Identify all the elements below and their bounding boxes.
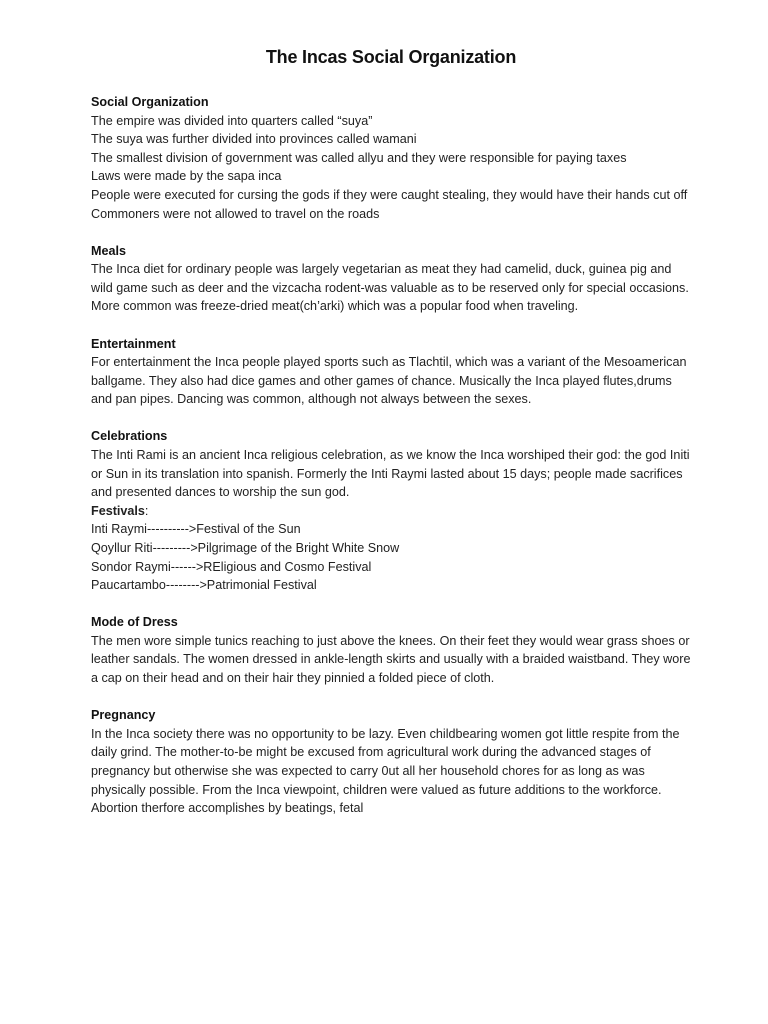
text-line: The suya was further divided into provinces called wamani [91, 132, 417, 147]
section-entertainment [91, 335, 691, 409]
section-mode-of-dress [91, 613, 691, 687]
section-social-organization [91, 93, 691, 223]
festival-item: Sondor Raymi------>REligious and Cosmo Festival [91, 559, 372, 574]
festival-item: Qoyllur Riti--------->Pilgrimage of the Bright White Snow [91, 540, 400, 555]
section-celebrations [91, 427, 691, 594]
section-heading: Celebrations [91, 429, 168, 444]
section-pregnancy [91, 706, 691, 818]
festivals-heading [91, 502, 691, 521]
text-line: The smallest division of government was called allyu and they were responsible for paying taxes [91, 150, 627, 165]
festival-item: Paucartambo-------->Patrimonial Festival [91, 578, 317, 593]
document-page [91, 44, 691, 836]
text-line: People were executed for cursing the gods if they were caught stealing, they would have their hands cut off [91, 187, 688, 202]
text-line: Commoners were not allowed to travel on the roads [91, 206, 380, 221]
festival-item: Inti Raymi---------->Festival of the Sun [91, 522, 301, 537]
festivals-label: Festivals [91, 503, 145, 518]
text-line: Laws were made by the sapa inca [91, 169, 282, 184]
section-meals [91, 242, 691, 316]
document-title: The Incas Social Organization [265, 47, 517, 67]
section-paragraph: The Inti Rami is an ancient Inca religious celebration, as we know the Inca worshiped their god: the god Initi or Sun in its translation into spanish. Formerly the Inti Raymi lasted about 15 days; people made sacrifices and presented dances to worship the sun god. [91, 448, 690, 500]
section-paragraph: For entertainment the Inca people played sports such as Tlachtil, which was a variant of the Mesoamerican ballgame. They also had dice games and other games of chance. Musically the Inca played flutes,drums and pan pipes. Dancing was common, although not always between the sexes. [91, 355, 687, 407]
section-heading: Mode of Dress [91, 615, 178, 630]
section-heading: Social Organization [91, 95, 209, 109]
section-paragraph: The men wore simple tunics reaching to just above the knees. On their feet they would wear grass shoes or leather sandals. The women dressed in ankle-length skirts and usually with a braided waistband. They wore a cap on their head and on their hair they pinnied a folded piece of cloth. [91, 633, 691, 686]
section-paragraph: The Inca diet for ordinary people was largely vegetarian as meat they had camelid, duck, guinea pig and wild game such as deer and the vizcacha rodent-was valuable as to be reserved only for special occasions. More common was freeze-dried meat(ch’arki) which was a popular food when traveling. [91, 262, 689, 314]
section-heading: Pregnancy [91, 708, 156, 723]
section-paragraph: In the Inca society there was no opportunity to be lazy. Even childbearing women got little respite from the daily grind. The mother-to-be might be excused from agricultural work during the advanced stages of pregnancy but otherwise she was expected to carry 0ut all her household chores for as long as was physically possible. From the Inca viewpoint, children were valued as future additions to the workforce. Abortion therfore accomplishes by beatings, fetal [91, 726, 680, 816]
section-heading: Entertainment [91, 336, 176, 351]
festivals-colon: : [144, 503, 149, 518]
section-heading: Meals [91, 243, 127, 258]
text-line: The empire was divided into quarters called “suya” [91, 113, 373, 128]
